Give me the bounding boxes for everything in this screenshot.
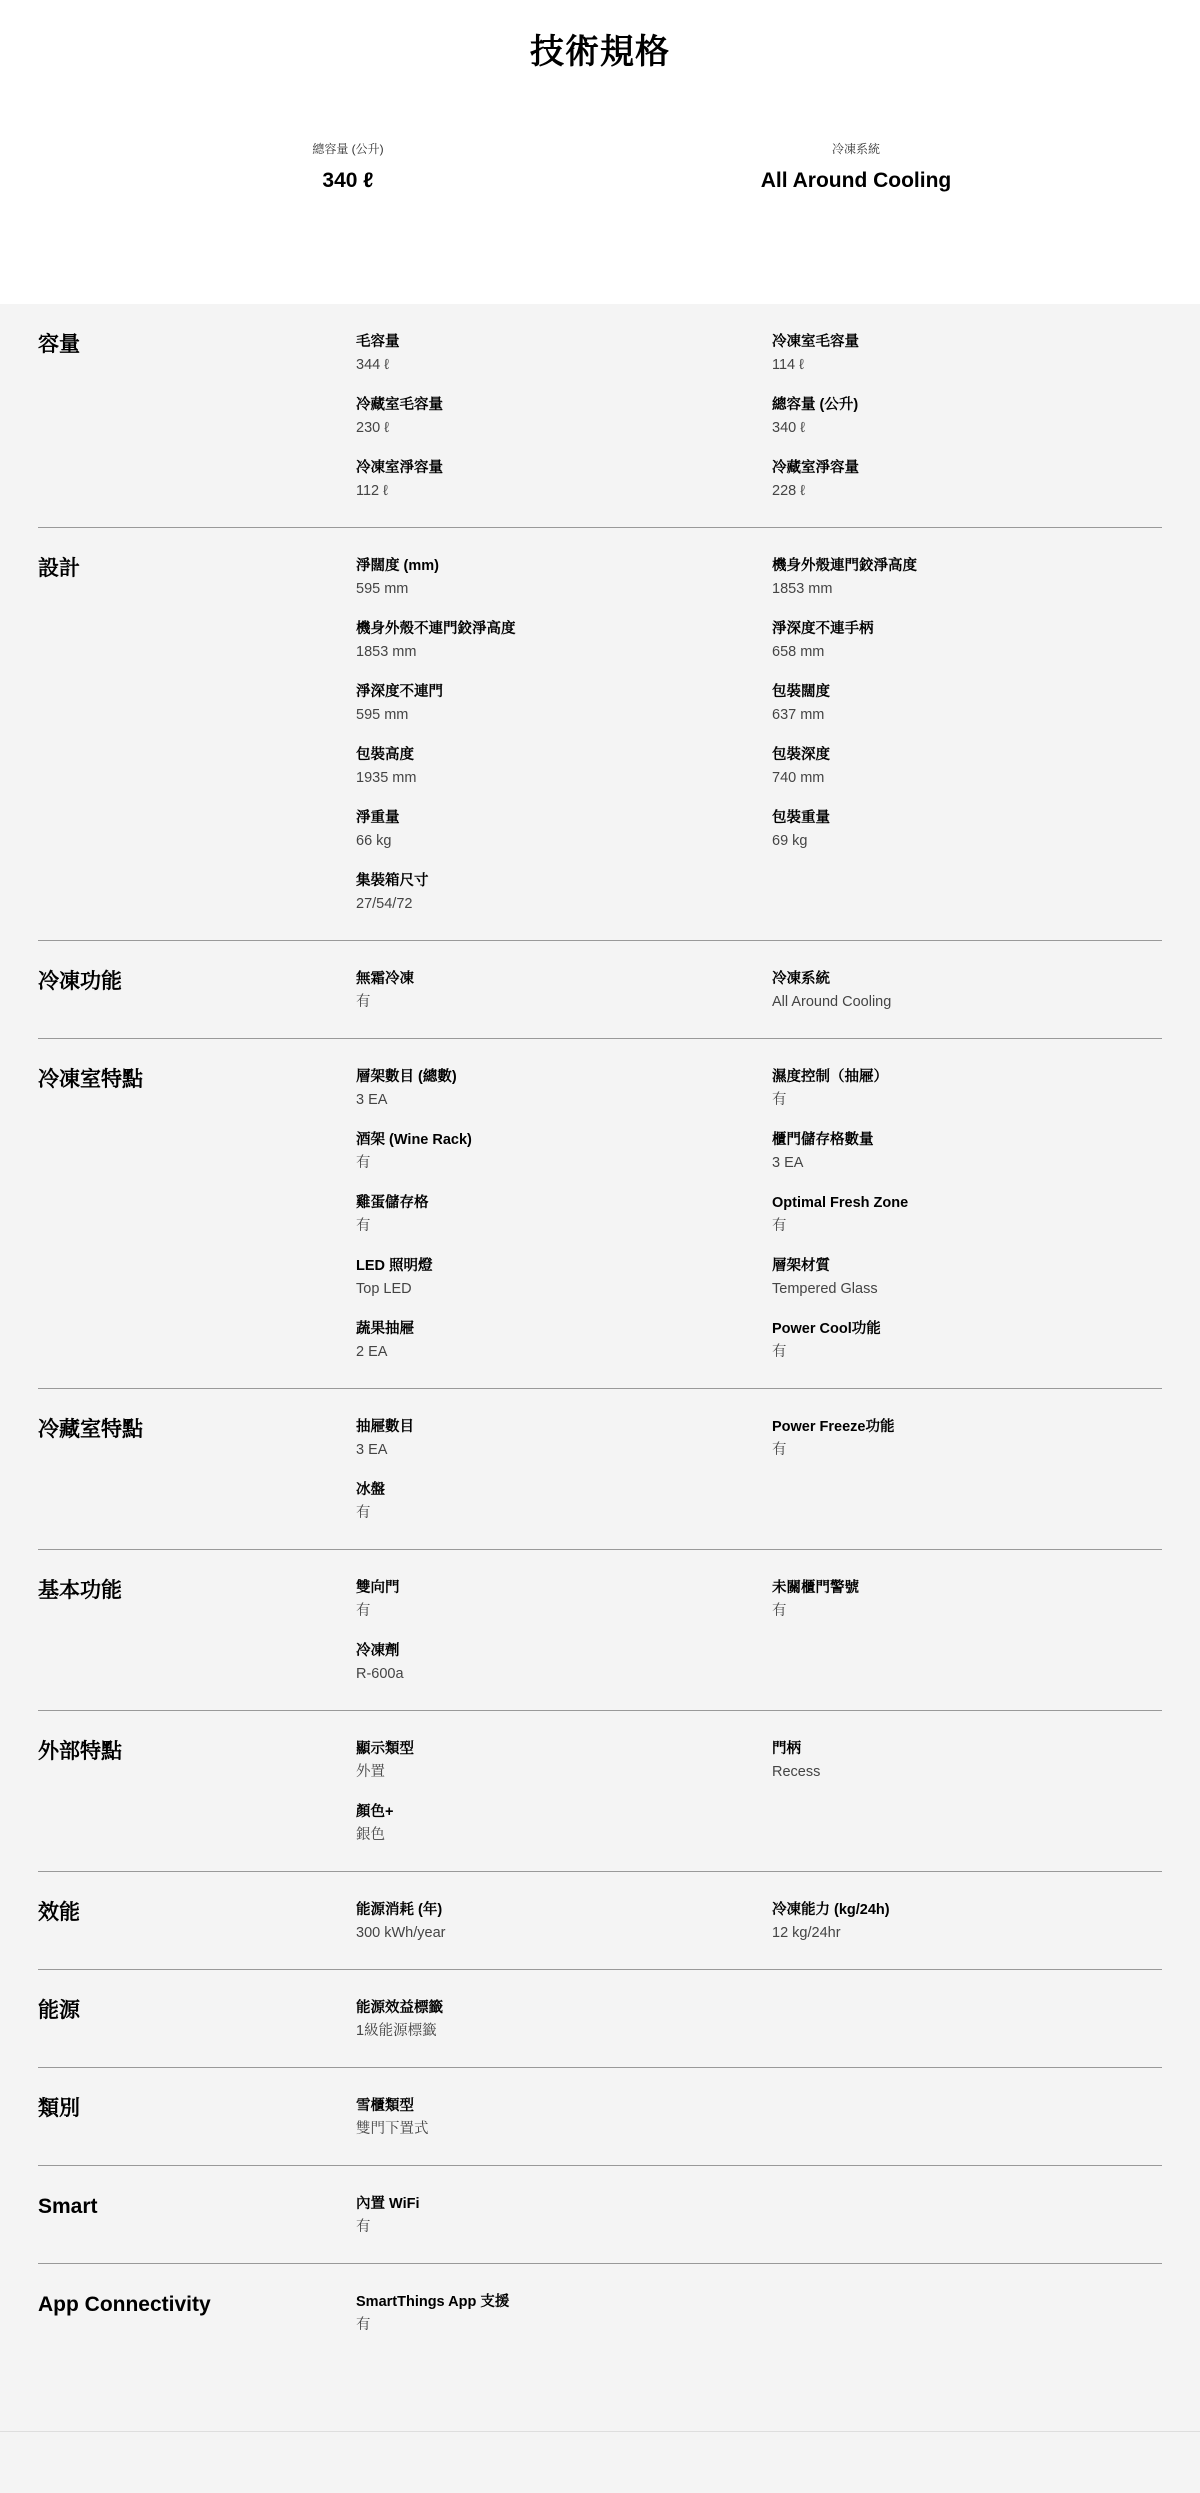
section-title: Smart (38, 2195, 98, 2218)
spec-value: 340 ℓ (772, 420, 805, 436)
section-items (356, 968, 1162, 1013)
spec-label: 冷藏室毛容量 (356, 397, 443, 413)
spec-label: 包裝深度 (772, 747, 830, 763)
spec-item (772, 331, 1162, 376)
section-items (356, 2291, 1162, 2336)
spec-value: 有 (772, 1603, 787, 1619)
spec-item (772, 394, 1162, 439)
section-items (356, 1066, 1162, 1363)
spec-section (38, 1389, 1162, 1550)
spec-item (356, 331, 772, 376)
spec-value: 12 kg/24hr (772, 1925, 841, 1941)
section-items (356, 1899, 1162, 1944)
spec-value: 69 kg (772, 833, 808, 849)
spec-section (38, 304, 1162, 528)
spec-value: 外置 (356, 1764, 385, 1780)
spec-value: 3 EA (772, 1155, 804, 1171)
spec-value: 銀色 (356, 1827, 385, 1843)
spec-item (356, 968, 772, 1013)
spec-item (356, 555, 772, 600)
spec-label: 包裝闊度 (772, 684, 830, 700)
spec-label: 內置 WiFi (356, 2196, 420, 2212)
spec-section (38, 528, 1162, 941)
highlight-value: All Around Cooling (760, 169, 952, 192)
spec-value: 27/54/72 (356, 896, 413, 912)
spec-item (772, 1066, 1162, 1111)
spec-section (38, 1970, 1162, 2068)
spec-header (0, 0, 1200, 304)
spec-item (772, 555, 1162, 600)
spec-label: 包裝高度 (356, 747, 414, 763)
spec-label: 淨重量 (356, 810, 400, 826)
section-items (356, 1997, 1162, 2042)
section-items (356, 2193, 1162, 2238)
section-title: 冷凍室特點 (38, 1068, 143, 1091)
section-items (356, 1738, 1162, 1846)
spec-item (356, 618, 772, 663)
spec-item (356, 870, 772, 915)
section-title: 能源 (38, 1999, 80, 2022)
page-title: 技術規格 (530, 33, 670, 71)
spec-label: 雙向門 (356, 1580, 400, 1596)
spec-item (356, 2095, 772, 2140)
spec-label: 總容量 (公升) (772, 397, 859, 413)
spec-label: 集裝箱尺寸 (356, 873, 429, 889)
spec-value: 112 ℓ (356, 483, 388, 499)
spec-value: 有 (772, 1442, 787, 1458)
spec-section (38, 1039, 1162, 1389)
spec-label: 蔬果抽屜 (356, 1321, 414, 1337)
spec-value: 有 (356, 1505, 371, 1521)
spec-item (772, 807, 1162, 852)
section-items (356, 555, 1162, 915)
spec-value: 344 ℓ (356, 357, 389, 373)
spec-value: 3 EA (356, 1092, 388, 1108)
spec-item (772, 1899, 1162, 1944)
spec-label: 抽屜數目 (356, 1419, 414, 1435)
spec-label: 冰盤 (356, 1482, 385, 1498)
spec-item (356, 457, 772, 502)
spec-value: 3 EA (356, 1442, 388, 1458)
spec-label: 冷凍能力 (kg/24h) (772, 1902, 890, 1918)
spec-item (772, 681, 1162, 726)
section-title: 冷凍功能 (38, 970, 122, 993)
spec-value: 有 (356, 1603, 371, 1619)
spec-value: R-600a (356, 1666, 404, 1682)
spec-value: 228 ℓ (772, 483, 805, 499)
spec-value: Tempered Glass (772, 1281, 878, 1297)
spec-label: 門柄 (772, 1741, 801, 1757)
spec-item (356, 1640, 772, 1685)
spec-item (356, 1479, 772, 1524)
spec-value: 有 (356, 994, 371, 1010)
spec-item (356, 1416, 772, 1461)
spec-label: 機身外殼連門鉸淨高度 (772, 558, 917, 574)
spec-value: 114 ℓ (772, 357, 804, 373)
spec-value: 595 mm (356, 581, 409, 597)
spec-item (356, 1899, 772, 1944)
spec-label: 淨深度不連手柄 (772, 621, 874, 637)
spec-value: 有 (772, 1092, 787, 1108)
spec-value: 658 mm (772, 644, 825, 660)
spec-list (0, 304, 1200, 2432)
spec-label: 濕度控制（抽屜） (772, 1069, 888, 1085)
section-title: 容量 (38, 333, 80, 356)
spec-label: 淨闊度 (mm) (356, 558, 439, 574)
spec-value: 2 EA (356, 1344, 388, 1360)
spec-item (356, 1997, 772, 2042)
spec-section (38, 1550, 1162, 1711)
spec-value: 66 kg (356, 833, 392, 849)
spec-section (38, 1711, 1162, 1872)
section-title: 冷藏室特點 (38, 1418, 143, 1441)
spec-label: 冷凍室淨容量 (356, 460, 443, 476)
section-items (356, 1416, 1162, 1524)
spec-item (356, 744, 772, 789)
spec-value: 230 ℓ (356, 420, 389, 436)
spec-label: 未關櫃門警號 (772, 1580, 859, 1596)
spec-item (356, 807, 772, 852)
spec-label: 能源效益標籤 (356, 2000, 443, 2016)
spec-item (356, 2291, 772, 2336)
spec-label: 顯示類型 (356, 1741, 414, 1757)
spec-value: 有 (356, 1155, 371, 1171)
spec-label: 機身外殼不連門鉸淨高度 (356, 621, 516, 637)
spec-label: 毛容量 (356, 334, 400, 350)
spec-value: 1級能源標籤 (356, 2023, 437, 2039)
highlight-label: 冷凍系統 (831, 142, 880, 156)
spec-label: 無霜冷凍 (356, 971, 414, 987)
spec-label: 雪櫃類型 (356, 2098, 414, 2114)
spec-item (356, 1129, 772, 1174)
spec-label: 淨深度不連門 (356, 684, 443, 700)
spec-value: 595 mm (356, 707, 409, 723)
spec-label: 層架數目 (總數) (356, 1069, 457, 1085)
spec-item (356, 681, 772, 726)
section-items (356, 2095, 1162, 2140)
spec-label: 冷凍劑 (356, 1643, 400, 1659)
section-title: 效能 (38, 1901, 80, 1924)
spec-item (356, 1738, 772, 1783)
spec-label: 雞蛋儲存格 (356, 1195, 429, 1211)
spec-section (38, 941, 1162, 1039)
spec-label: 層架材質 (772, 1258, 830, 1274)
spec-item (772, 1738, 1162, 1783)
spec-label: 酒架 (Wine Rack) (356, 1132, 472, 1148)
spec-item (772, 1255, 1162, 1300)
spec-value: 300 kWh/year (356, 1925, 446, 1941)
section-title: 基本功能 (38, 1579, 122, 1602)
section-title: 設計 (38, 557, 80, 580)
spec-value: Top LED (356, 1281, 412, 1297)
spec-value: 1853 mm (356, 644, 417, 660)
spec-value: 740 mm (772, 770, 825, 786)
spec-value: Recess (772, 1764, 821, 1780)
spec-label: Power Freeze功能 (772, 1419, 895, 1435)
spec-item (772, 1192, 1162, 1237)
spec-value: 1935 mm (356, 770, 417, 786)
spec-value: 雙門下置式 (356, 2121, 429, 2137)
spec-label: 冷藏室淨容量 (772, 460, 859, 476)
spec-section (38, 2166, 1162, 2264)
spec-value: All Around Cooling (772, 994, 892, 1010)
spec-item (772, 1318, 1162, 1363)
section-title: 類別 (38, 2097, 80, 2120)
spec-item (356, 1801, 772, 1846)
section-items (356, 331, 1162, 502)
spec-item (356, 1318, 772, 1363)
spec-value: 1853 mm (772, 581, 833, 597)
spec-value: 有 (356, 2317, 371, 2333)
spec-label: LED 照明燈 (356, 1258, 433, 1274)
spec-label: Optimal Fresh Zone (772, 1195, 909, 1211)
spec-value: 有 (772, 1344, 787, 1360)
spec-item (356, 1255, 772, 1300)
spec-label: SmartThings App 支援 (356, 2294, 510, 2310)
spec-item (772, 1129, 1162, 1174)
highlight-capacity (148, 140, 548, 193)
spec-value: 有 (356, 2219, 371, 2235)
spec-label: 櫃門儲存格數量 (772, 1132, 874, 1148)
spec-section (38, 2068, 1162, 2166)
spec-value: 有 (772, 1218, 787, 1234)
section-title: 外部特點 (38, 1740, 122, 1763)
spec-item (356, 1192, 772, 1237)
spec-item (772, 457, 1162, 502)
highlight-value: 340 ℓ (322, 169, 374, 192)
spec-label: 包裝重量 (772, 810, 830, 826)
spec-item (356, 2193, 772, 2238)
spec-item (772, 1416, 1162, 1461)
spec-label: Power Cool功能 (772, 1321, 881, 1337)
spec-label: 冷凍室毛容量 (772, 334, 859, 350)
highlight-cooling-system (656, 140, 1056, 193)
spec-item (772, 1577, 1162, 1622)
spec-value: 有 (356, 1218, 371, 1234)
spec-item (356, 1066, 772, 1111)
spec-label: 能源消耗 (年) (356, 1902, 443, 1918)
section-items (356, 1577, 1162, 1685)
spec-item (772, 968, 1162, 1013)
highlight-label: 總容量 (公升) (312, 142, 384, 156)
spec-label: 顏色+ (356, 1804, 394, 1820)
spec-item (356, 1577, 772, 1622)
spec-item (772, 618, 1162, 663)
section-title: App Connectivity (38, 2293, 211, 2316)
spec-section (38, 1872, 1162, 1970)
spec-item (356, 394, 772, 439)
spec-value: 637 mm (772, 707, 825, 723)
spec-item (772, 744, 1162, 789)
spec-section (38, 2264, 1162, 2361)
spec-label: 冷凍系統 (772, 971, 830, 987)
